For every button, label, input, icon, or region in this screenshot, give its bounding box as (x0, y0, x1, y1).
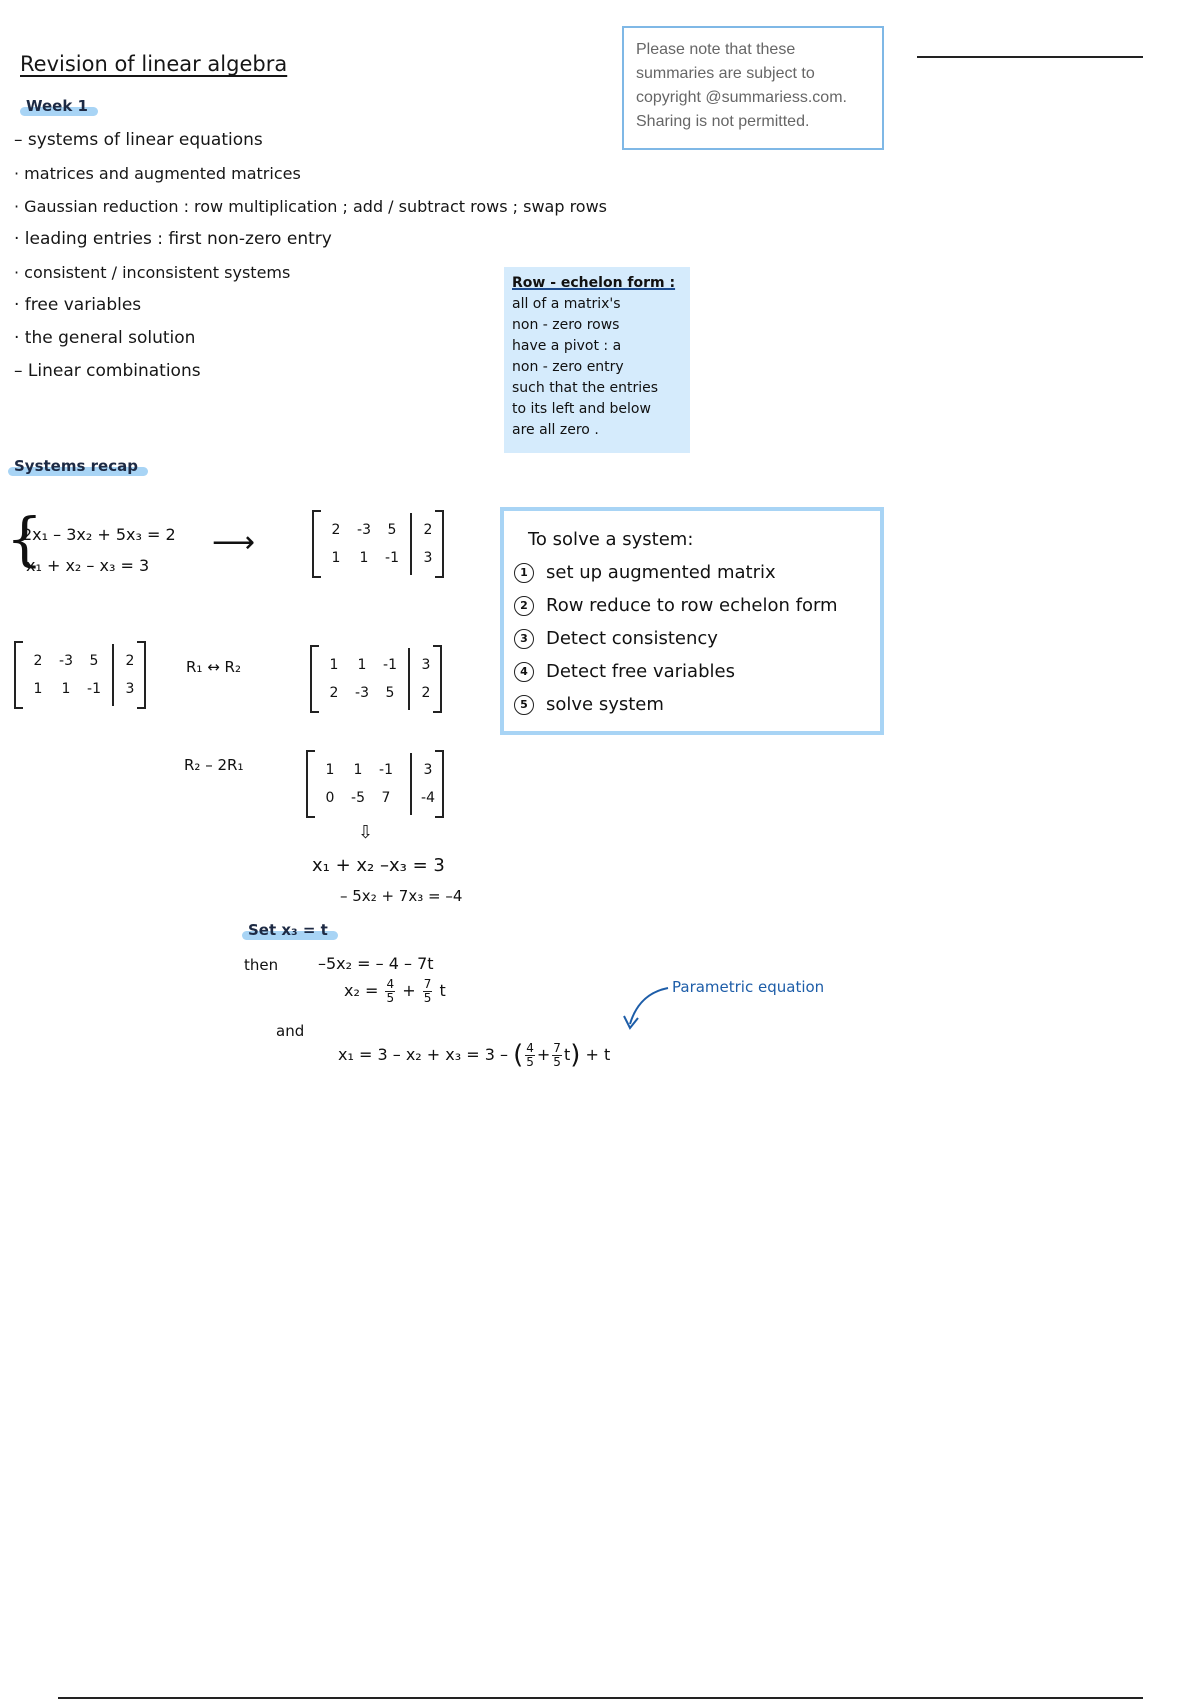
matrix-cell: 1 (331, 550, 341, 566)
matrix-cell: 5 (385, 685, 395, 701)
matrix-cell: 1 (353, 762, 363, 778)
system-brace: { (6, 505, 43, 573)
bracket-right (435, 750, 444, 818)
matrix-cell: -5 (351, 790, 365, 806)
bracket-left (14, 641, 23, 709)
note-line: such that the entries (512, 380, 659, 396)
note-line: are all zero . (512, 422, 599, 438)
copyright-notice (622, 26, 884, 150)
matrix-cell: 2 (329, 685, 339, 701)
note-line: non - zero entry (512, 359, 624, 375)
matrix-cell: 2 (125, 653, 135, 669)
matrix-cell: 2 (33, 653, 43, 669)
matrix-cell: -1 (87, 681, 101, 697)
matrix-cell: 1 (329, 657, 339, 673)
step-number: 1 (514, 563, 534, 583)
augment-divider (410, 753, 412, 815)
matrix-cell: -3 (357, 522, 371, 538)
notice-line: copyright @summariess.com. (636, 89, 847, 106)
week-label: Week 1 (20, 96, 94, 115)
matrix-cell: 7 (381, 790, 391, 806)
matrix-cell: 1 (33, 681, 43, 697)
bracket-right (435, 510, 444, 578)
matrix-cell: 5 (89, 653, 99, 669)
matrix-cell: 3 (423, 762, 433, 778)
parametric-annotation: Parametric equation (672, 978, 825, 996)
augmented-matrix-1 (312, 510, 444, 578)
matrix-cell: 5 (387, 522, 397, 538)
system-equation-1: 2x₁ – 3x₂ + 5x₃ = 2 (22, 525, 176, 544)
bracket-left (310, 645, 319, 713)
fraction: $\frac{7}{5}$ (553, 1040, 561, 1069)
augmented-matrix-2 (310, 645, 442, 713)
augment-divider (408, 648, 410, 710)
list-item: · matrices and augmented matrices (14, 164, 301, 183)
matrix-cell: 2 (421, 685, 431, 701)
matrix-cell: -3 (355, 685, 369, 701)
matrix-cell: -3 (59, 653, 73, 669)
solve-steps-box (500, 507, 884, 735)
bracket-left (306, 750, 315, 818)
list-item: · the general solution (14, 328, 196, 348)
fraction: $\frac{4}{5}$ (526, 1040, 534, 1069)
note-line: to its left and below (512, 401, 651, 417)
steps-heading: To solve a system: (528, 529, 694, 550)
x1-lhs: x₁ = 3 – x₂ + x₃ = 3 – (338, 1044, 508, 1064)
note-heading: Row - echelon form : (512, 275, 676, 291)
reduced-equation-1: x₁ + x₂ –x₃ = 3 (312, 855, 445, 876)
note-line: all of a matrix's (512, 296, 621, 312)
set-variable: Set x₃ = t (242, 920, 334, 939)
notice-line: Please note that these (636, 41, 796, 58)
and-label: and (276, 1022, 305, 1040)
matrix-cell: 1 (325, 762, 335, 778)
matrix-cell: -1 (383, 657, 397, 673)
footer-rule (58, 1697, 1143, 1699)
step-number: 5 (514, 695, 534, 715)
list-item: · consistent / inconsistent systems (14, 263, 291, 282)
annotation-arrow-icon (618, 984, 674, 1034)
list-item: · Gaussian reduction : row multiplication ; add / subtract rows ; swap rows (14, 197, 608, 216)
matrix-cell: 1 (359, 550, 369, 566)
notice-line: Sharing is not permitted. (636, 113, 810, 130)
right-arrow: ⟶ (212, 525, 256, 560)
list-item: – systems of linear equations (14, 130, 263, 150)
notice-line: summaries are subject to (636, 65, 815, 82)
subtract-operation: R₂ – 2R₁ (184, 756, 244, 774)
matrix-cell: 1 (61, 681, 71, 697)
x1-tail: + t (585, 1044, 611, 1064)
matrix-cell: -4 (421, 790, 435, 806)
bracket-left (312, 510, 321, 578)
then-label: then (244, 956, 279, 974)
matrix-cell: 3 (423, 550, 433, 566)
step-item: 4 Detect free variables (514, 655, 870, 688)
augment-divider (112, 644, 114, 706)
then-equation: –5x₂ = – 4 – 7t (318, 954, 434, 973)
bracket-right (433, 645, 442, 713)
list-item: – Linear combinations (14, 361, 201, 381)
matrix-cell: 3 (421, 657, 431, 673)
step-item: 1 set up augmented matrix (514, 556, 870, 589)
step-item: 5 solve system (514, 688, 870, 721)
step-number: 4 (514, 662, 534, 682)
augmented-matrix-3 (306, 750, 444, 818)
systems-label: Systems recap (8, 456, 144, 475)
matrix-cell: -1 (379, 762, 393, 778)
matrix-cell: 2 (423, 522, 433, 538)
page-title: Revision of linear algebra (20, 52, 288, 76)
header-rule (917, 56, 1143, 58)
fraction: $\frac{7}{5}$ (423, 977, 432, 1005)
note-line: non - zero rows (512, 317, 620, 333)
x2-solution: x₂ = $\frac{4}{5}$ + $\frac{7}{5}$ t (344, 977, 446, 1005)
fraction: $\frac{4}{5}$ (386, 977, 395, 1005)
swap-operation: R₁ ↔ R₂ (186, 658, 241, 676)
x2-lhs: x₂ = (344, 981, 379, 1000)
x1-solution: x₁ = 3 – x₂ + x₃ = 3 – ( $\frac{4}{5}$ + $\frac{7}{5}$ t) + t (338, 1040, 611, 1070)
matrix-cell: -1 (385, 550, 399, 566)
bracket-right (137, 641, 146, 709)
matrix-cell: 0 (325, 790, 335, 806)
matrix-cell: 1 (357, 657, 367, 673)
step-number: 2 (514, 596, 534, 616)
list-item: · leading entries : first non-zero entry (14, 229, 332, 249)
augmented-matrix-1-copy (14, 641, 146, 709)
list-item: · free variables (14, 295, 142, 315)
system-equation-2: x₁ + x₂ – x₃ = 3 (26, 556, 150, 575)
step-item: 3 Detect consistency (514, 622, 870, 655)
matrix-cell: 2 (331, 522, 341, 538)
augment-divider (410, 513, 412, 575)
step-item: 2 Row reduce to row echelon form (514, 589, 870, 622)
down-arrow: ⇩ (358, 822, 374, 843)
note-line: have a pivot : a (512, 338, 622, 354)
row-echelon-note (504, 267, 690, 453)
reduced-equation-2: – 5x₂ + 7x₃ = –4 (340, 887, 463, 905)
step-number: 3 (514, 629, 534, 649)
matrix-cell: 3 (125, 681, 135, 697)
